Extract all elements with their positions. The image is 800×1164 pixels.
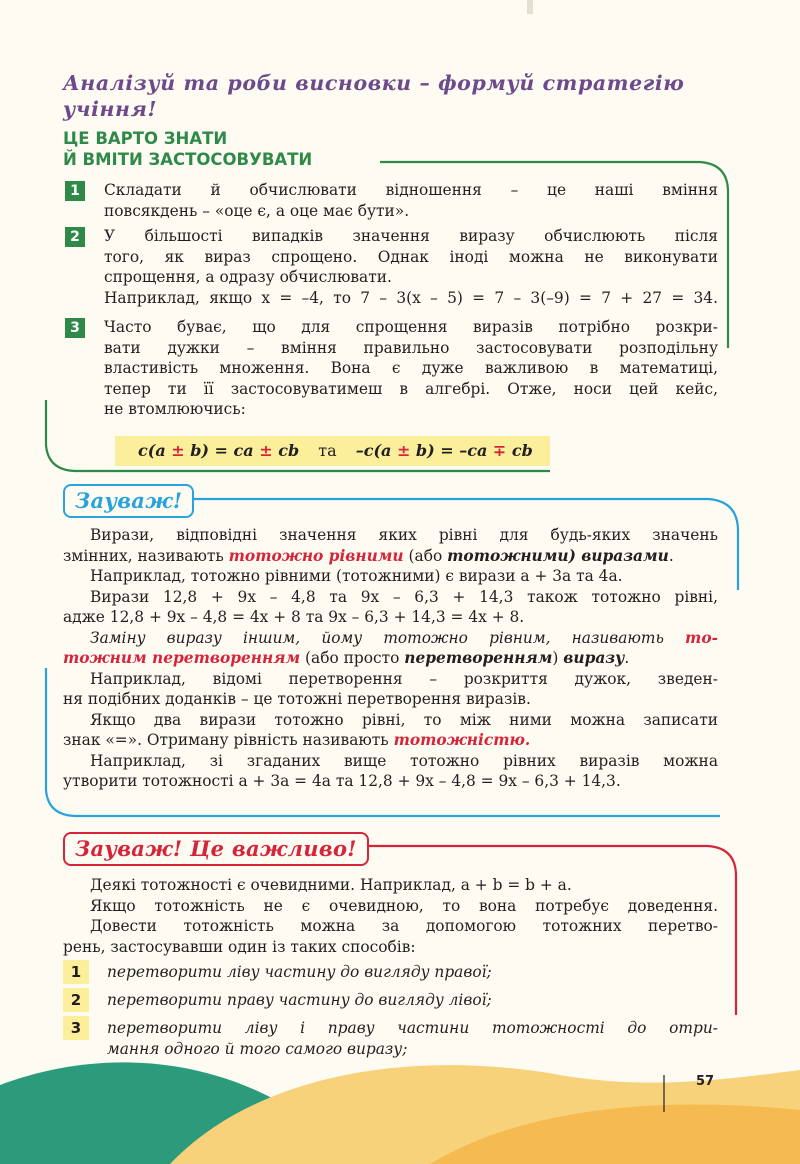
method-1: перетворити ліву частину до вигляду правої; xyxy=(107,963,492,981)
method-2: перетворити праву частину до вигляду лівої; xyxy=(107,991,492,1009)
distributive-formula: c(a ± b) = ca ± cb та –c(a ± b) = –ca ∓ cb xyxy=(138,441,533,460)
know-example: Наприклад, якщо x = –4, то 7 – 3(x – 5) = 7 – 3(–9) = 7 + 27 = 34. xyxy=(104,288,718,307)
note2-body: Деякі тотожності є очевидними. Наприклад, a + b = b + a. Якщо тотожність не є очевидною, то вона потребує доведення. Довести тотожність можна за допомогою тотожних перетво- рень, застосувавши один із таких способів: xyxy=(63,876,718,956)
method-number-3: 3 xyxy=(63,1016,89,1040)
page-number: 57 xyxy=(696,1074,715,1089)
item-number-1: 1 xyxy=(65,181,85,201)
know-item-3: Часто буває, що для спрощення виразів потрібно розкри- вати дужки – вміння правильно застосовувати розподільну властивість множення. Вона є дуже важливою в математиці, тепер ти її застосовуватимеш в алгебрі. Отже, носи цей кейс, не втомлюючись: xyxy=(104,318,718,418)
method-number-2: 2 xyxy=(63,988,89,1012)
know-item-1: Складати й обчислювати відношення – це наші вміння повсякдень – «оце є, а оце має бути». xyxy=(104,181,718,220)
method-number-1: 1 xyxy=(63,960,89,984)
note2-tag: Зауваж! Це важливо! xyxy=(63,832,369,866)
know-item-2: У більшості випадків значення виразу обчислюють після того, як вираз спрощено. Однак іноді можна не виконувати спрощення, а одразу обчислювати. Наприклад, якщо x = –4, то 7 – 3(x – 5) = 7 – 3(–9) = 7 + 27 = 34. xyxy=(104,227,718,307)
item-number-2: 2 xyxy=(65,227,85,247)
note1-body: Вирази, відповідні значення яких рівні для будь-яких значень змінних, називають тотожно рівними (або тотожними) виразами. Наприклад, тотожно рівними (тотожними) є вирази a + 3a та 4a. Вирази 12,8 + 9x – 4,8 та 9x – 6,3 + 14,3 також тотожно рівні, адже 12,8 + 9x – 4,8 = 4x + 8 та 9x – 6,3 + 14,3 = 4x + 8. Заміну виразу іншим, йому тотожно рівним, називають то- тожним перетворенням (або просто перетворенням) виразу. Наприклад, відомі перетворення – розкриття дужок, зведен- ня подібних доданків – це тотожні перетворення виразів. Якщо два вирази тотожно рівні, то між ними можна записати знак «=». Отриману рівність називають тотожністю. Наприклад, зі згаданих вище тотожно рівних виразів можна утворити тотожності a + 3a = 4a та 12,8 + 9x – 4,8 = 9x – 6,3 + 14,3. xyxy=(63,526,718,790)
page-heading: Аналізуй та роби висновки – формуй стратегію учіння! xyxy=(63,71,685,121)
method-3: перетворити ліву і праву частини тотожності до отри- мання одного й того самого виразу; xyxy=(107,1019,718,1058)
item-number-3: 3 xyxy=(65,318,85,338)
note1-tag: Зауваж! xyxy=(63,484,194,518)
section-heading: ЦЕ ВАРТО ЗНАТИ Й ВМІТИ ЗАСТОСОВУВАТИ xyxy=(63,129,313,169)
